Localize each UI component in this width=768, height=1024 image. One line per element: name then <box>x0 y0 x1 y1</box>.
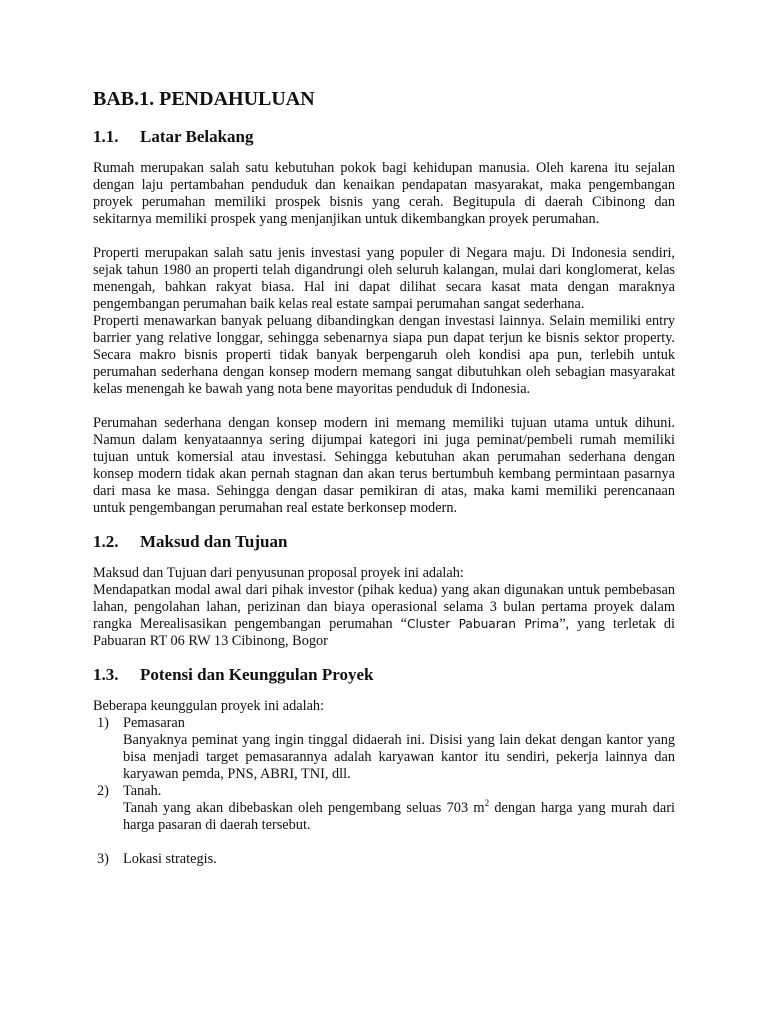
list-marker: 3) <box>97 851 109 867</box>
section-title: Potensi dan Keunggulan Proyek <box>140 665 374 684</box>
paragraph-text: Mendapatkan modal awal dari pihak investor (pihak kedua) yang akan digunakan untuk pembebasan lahan, pengolahan lahan, perizinan dan biaya operasional selama 3 bulan pertama proyek dalam rangka Merealisasikan pengembangan perumahan “ <box>93 582 675 632</box>
section-number: 1.2. <box>93 532 119 551</box>
section-heading-latar-belakang <box>93 126 675 148</box>
paragraph <box>93 582 675 650</box>
list-item <box>93 783 675 834</box>
list-item-text-part: Tanah yang akan dibebaskan oleh pengembang seluas 703 m <box>123 800 485 816</box>
section-number: 1.3. <box>93 665 119 684</box>
section-title: Latar Belakang <box>140 127 254 146</box>
section-intro: Beberapa keunggulan proyek ini adalah: <box>93 698 325 714</box>
list-marker: 2) <box>97 783 109 799</box>
paragraph: Properti menawarkan banyak peluang dibandingkan dengan investasi lainnya. Selain memiliki entry barrier yang relative longgar, sehingga sebenarnya siapa pun dapat terjun ke bisnis sektor property. Secara makro bisnis properti tidak banyak berpengaruh oleh kondisi apa pun, terlebih untuk perumahan sederhana dengan konsep modern memang sangat dibutuhkan oleh sebagian masyarakat kelas menengah ke bawah yang nota bene mayoritas penduduk di Indonesia. <box>93 313 675 397</box>
list-marker: 1) <box>97 715 109 731</box>
cluster-name: Cluster Pabuaran Prima <box>406 617 560 631</box>
paragraph: Rumah merupakan salah satu kebutuhan pokok bagi kehidupan manusia. Oleh karena itu sejalan dengan laju pertambahan penduduk dan kenaikan pendapatan masyarakat, maka pengembangan proyek perumahan memiliki prospek bisnis yang cerah. Begitupula di daerah Cibinong dan sekitarnya memiliki prospek yang menjanjikan untuk dikembangkan proyek perumahan. <box>93 160 675 227</box>
section-title: Maksud dan Tujuan <box>140 532 288 551</box>
paragraph-text: ”, yang terletak di Pabuaran RT 06 RW 13 Cibinong, Bogor <box>93 616 676 649</box>
section-heading-maksud-dan-tujuan <box>93 531 675 553</box>
section-number: 1.1. <box>93 127 119 146</box>
section-intro: Maksud dan Tujuan dari penyusunan proposal proyek ini adalah: <box>93 565 464 581</box>
list-item-title: Pemasaran <box>123 715 185 731</box>
advantages-list <box>93 715 675 868</box>
paragraph: Perumahan sederhana dengan konsep modern ini memang memiliki tujuan utama untuk dihuni. Namun dalam kenyataannya sering dijumpai kategori ini juga peminat/pembeli rumah memiliki tujuan untuk komersial atau investasi. Sehingga kebutuhan akan perumahan sederhana dengan konsep modern tidak akan pernah stagnan dan akan terus bertumbuh kembang permintaan pasarnya dari masa ke masa. Sehingga dengan dasar pemikiran di atas, maka kami memiliki perencanaan untuk pengembangan perumahan real estate berkonsep modern. <box>93 415 675 516</box>
list-item <box>93 851 675 868</box>
list-item-title: Tanah. <box>123 783 162 799</box>
section-heading-potensi-dan-keunggulan <box>93 664 675 686</box>
list-item-title: Lokasi strategis. <box>123 851 217 867</box>
list-item-text <box>123 800 675 834</box>
list-item <box>93 715 675 783</box>
list-item-text: Banyaknya peminat yang ingin tinggal didaerah ini. Disisi yang lain dekat dengan kantor yang bisa menjadi target pemasarannya adalah karyawan kantor itu sendiri, pekerja lainnya dan karyawan pemda, PNS, ABRI, TNI, dll. <box>123 732 675 782</box>
paragraph: Properti merupakan salah satu jenis investasi yang populer di Negara maju. Di Indonesia sendiri, sejak tahun 1980 an properti telah digandrungi oleh seluruh kalangan, mulai dari konglomerat, kelas menengah, bahkan rakyat biasa. Hal ini dapat dilihat secara kasat mata dengan maraknya pengembangan perumahan baik kelas real estate sampai perumahan sangat sederhana. <box>93 245 675 312</box>
list-item-text-part: dengan harga yang murah dari harga pasaran di daerah tersebut. <box>123 800 675 833</box>
document-content <box>93 86 675 868</box>
document-title: BAB.1. PENDAHULUAN <box>93 88 315 110</box>
superscript: 2 <box>484 798 490 809</box>
